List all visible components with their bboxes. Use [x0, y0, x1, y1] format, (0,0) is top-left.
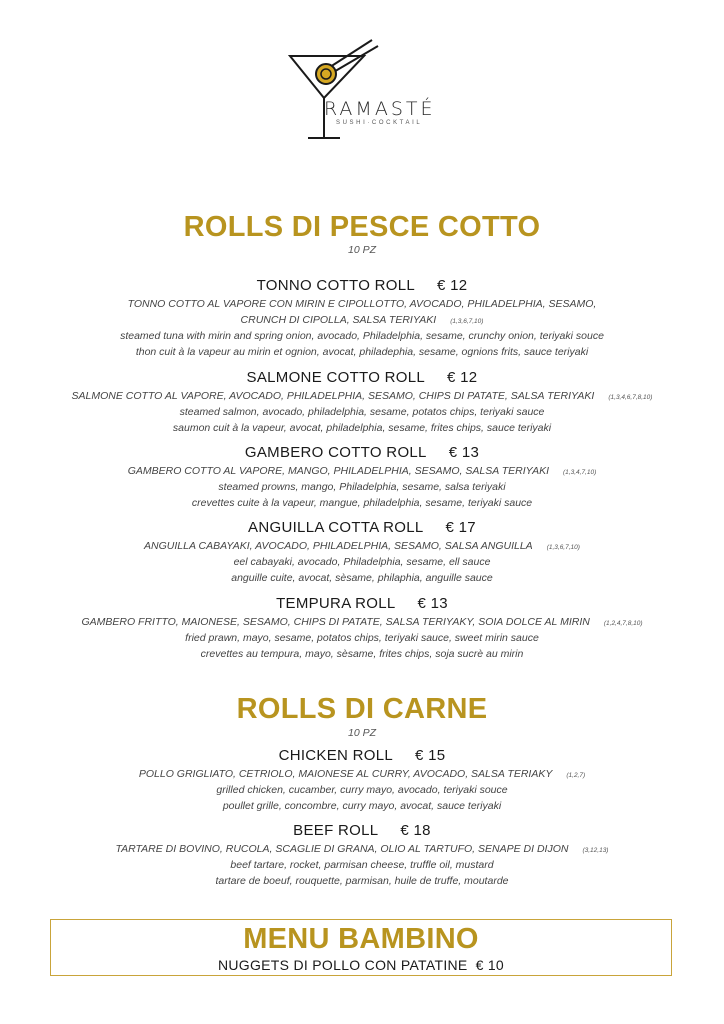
item-desc-en: beef tartare, rocket, parmisan cheese, truffle oil, mustard — [230, 859, 494, 871]
menu-item-anguilla-cotta — [0, 518, 724, 586]
section-title-pesce-cotto: ROLLS DI PESCE COTTO — [183, 211, 541, 243]
item-name: ANGUILLA COTTA ROLL — [248, 519, 424, 536]
item-allergens: (1,2,7) — [566, 772, 586, 779]
item-desc-fr: thon cuit à la vapeur au mirin et ognion, avocat, philadephia, sesame, ognions frits, sauce teriyaki — [135, 346, 589, 358]
item-name: SALMONE COTTO ROLL — [246, 369, 426, 386]
menu-item-beef — [0, 821, 724, 889]
item-desc-en: grilled chicken, cucamber, curry mayo, avocado, teriyaki souce — [216, 784, 508, 796]
item-desc-it: GAMBERO COTTO AL VAPORE, MANGO, PHILADELPHIA, SESAMO, SALSA TERIYAKI — [127, 465, 550, 477]
item-price: € 15 — [415, 747, 446, 764]
menu-bambino-box — [50, 919, 672, 976]
item-price: € 12 — [447, 369, 478, 386]
item-desc-en: steamed prowns, mango, Philadelphia, sesame, salsa teriyaki — [218, 481, 506, 493]
section-pieces: 10 PZ — [347, 727, 376, 739]
item-desc-it: TARTARE DI BOVINO, RUCOLA, SCAGLIE DI GRANA, OLIO AL TARTUFO, SENAPE DI DIJON — [115, 843, 569, 855]
brand-tagline: SUSHI·COCKTAIL — [336, 120, 423, 126]
item-name: TEMPURA ROLL — [276, 595, 396, 612]
item-name: GAMBERO COTTO ROLL — [244, 444, 427, 461]
item-name: TONNO COTTO ROLL — [256, 277, 416, 294]
item-name: BEEF ROLL — [293, 822, 379, 839]
item-name: NUGGETS DI POLLO CON PATATINE — [217, 957, 468, 973]
menu-item-chicken — [0, 746, 724, 814]
item-desc-en: steamed salmon, avocado, philadelphia, sesame, potatos chips, teriyaki sauce — [179, 406, 545, 418]
item-desc-it: GAMBERO FRITTO, MAIONESE, SESAMO, CHIPS DI PATATE, SALSA TERIYAKY, SOIA DOLCE AL MIRIN — [81, 616, 590, 628]
section-title-carne: ROLLS DI CARNE — [236, 693, 488, 725]
item-allergens: (3,12,13) — [582, 847, 609, 854]
cocktail-glass-icon — [286, 36, 446, 146]
item-allergens: (1,3,6,7,10) — [546, 544, 580, 551]
item-desc-fr: crevettes au tempura, mayo, sèsame, frites chips, soja sucrè au mirin — [200, 648, 524, 660]
item-desc-en: steamed tuna with mirin and spring onion, avocado, Philadelphia, sesame, crunchy onion, teriyaki souce — [120, 330, 604, 342]
item-allergens: (1,2,4,7,8,10) — [603, 620, 643, 627]
item-desc-fr: crevettes cuite à la vapeur, mangue, philadelphia, sesame, teriyaki sauce — [191, 497, 533, 509]
item-price: € 18 — [400, 822, 431, 839]
item-allergens: (1,3,4,6,7,8,10) — [608, 394, 653, 401]
brand-logo — [286, 36, 446, 146]
menu-item-tonno-cotto — [0, 276, 724, 360]
menu-item-tempura — [0, 594, 724, 662]
item-desc-fr: poullet grille, concombre, curry mayo, avocat, sauce teriyaki — [222, 800, 502, 812]
item-desc-it: ANGUILLA CABAYAKI, AVOCADO, PHILADELPHIA, SESAMO, SALSA ANGUILLA — [144, 540, 533, 552]
item-price: € 13 — [417, 595, 448, 612]
item-name: CHICKEN ROLL — [278, 747, 394, 764]
item-desc-fr: tartare de boeuf, rouquette, parmisan, huile de truffe, moutarde — [215, 875, 509, 887]
item-desc-it: SALMONE COTTO AL VAPORE, AVOCADO, PHILADELPHIA, SESAMO, CHIPS DI PATATE, SALSA TERIYAKI — [71, 390, 595, 402]
brand-name: RAMASTÉ — [324, 98, 436, 120]
item-desc-it: POLLO GRIGLIATO, CETRIOLO, MAIONESE AL CURRY, AVOCADO, SALSA TERIAKY — [138, 768, 553, 780]
item-price: € 17 — [445, 519, 476, 536]
item-desc-it: TONNO COTTO AL VAPORE CON MIRIN E CIPOLLOTTO, AVOCADO, PHILADELPHIA, SESAMO, — [127, 298, 597, 310]
item-allergens: (1,3,6,7,10) — [450, 318, 484, 325]
item-desc-fr: saumon cuit à la vapeur, avocat, philadelphia, sesame, frites chips, sauce teriyaki — [172, 422, 552, 434]
item-price: € 10 — [475, 957, 505, 973]
item-price: € 12 — [437, 277, 468, 294]
item-allergens: (1,3,4,7,10) — [563, 469, 597, 476]
item-desc-fr: anguille cuite, avocat, sèsame, philaphia, anguille sauce — [231, 572, 493, 584]
item-price: € 13 — [448, 444, 480, 461]
menu-item-salmone-cotto — [0, 368, 724, 436]
menu-item-gambero-cotto — [0, 443, 724, 511]
section-title-bambino: MENU BAMBINO — [243, 923, 479, 955]
item-desc-en: fried prawn, mayo, sesame, potatos chips, teriyaki sauce, sweet mirin sauce — [185, 632, 539, 644]
section-pieces: 10 PZ — [347, 244, 376, 256]
item-desc-it: CRUNCH DI CIPOLLA, SALSA TERIYAKI — [240, 314, 437, 326]
item-desc-en: eel cabayaki, avocado, Philadelphia, sesame, ell sauce — [233, 556, 491, 568]
